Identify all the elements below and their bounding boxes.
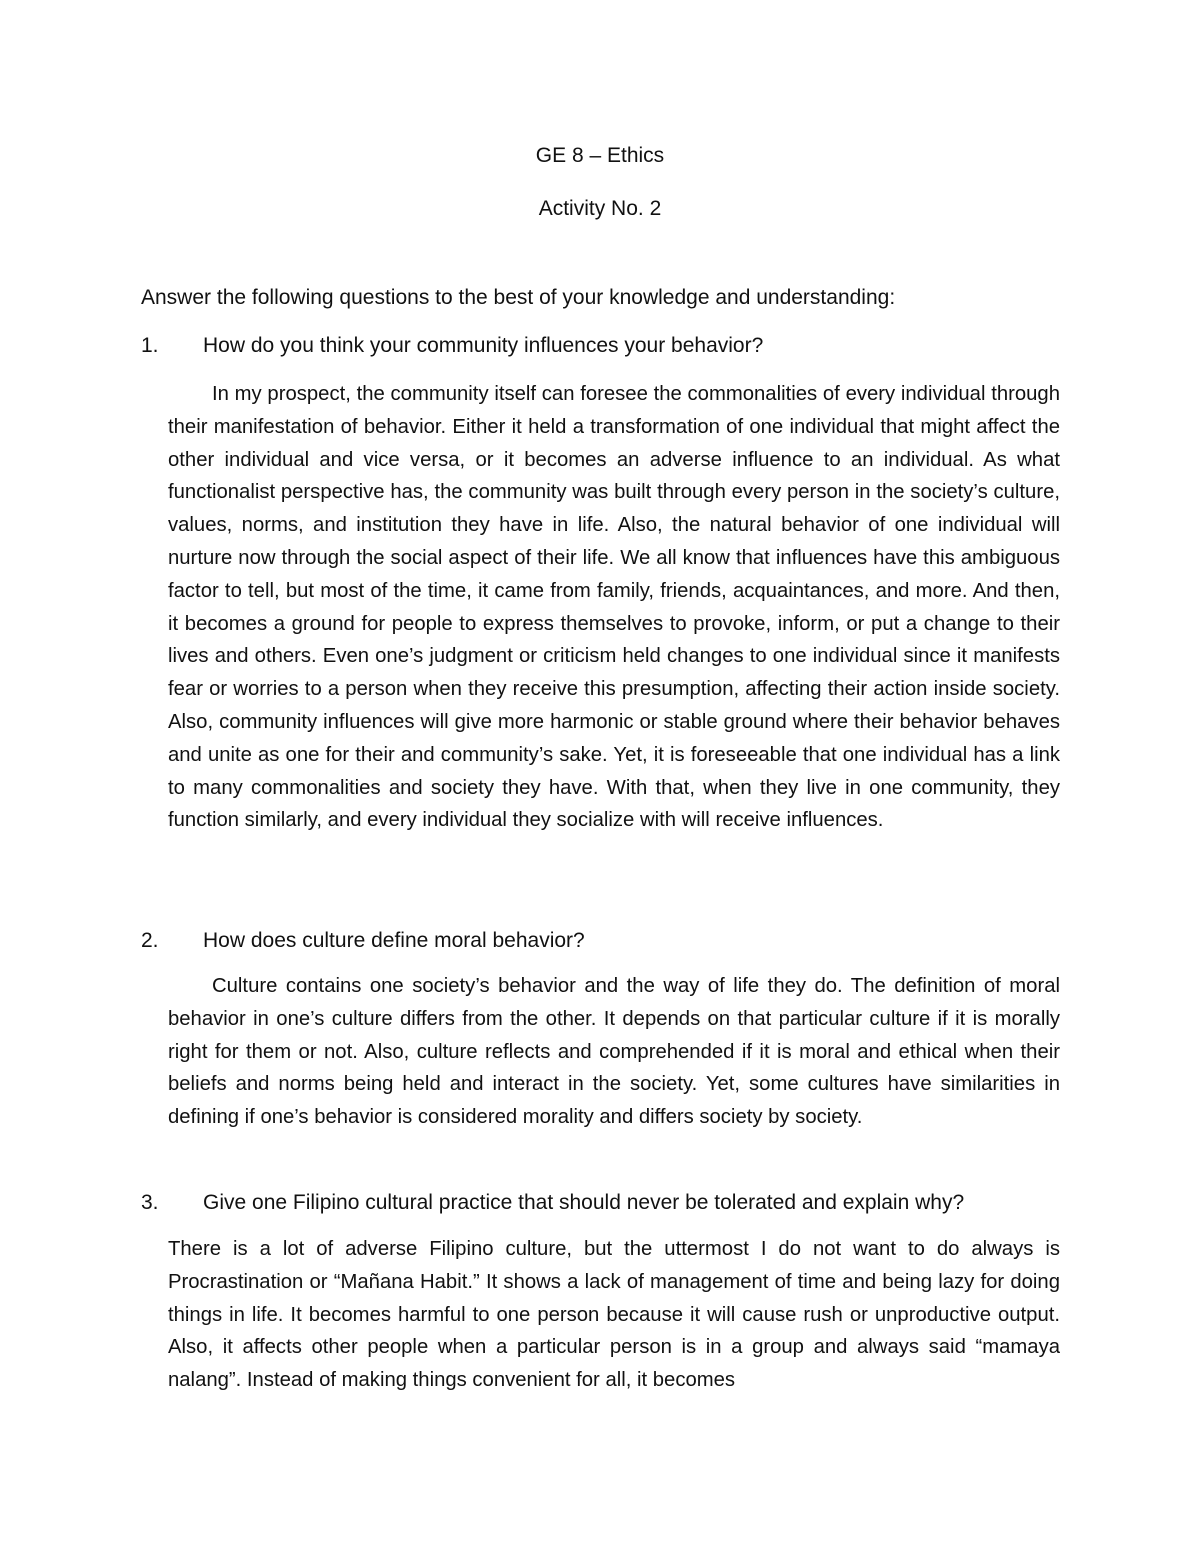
question-text: Give one Filipino cultural practice that should never be tolerated and explain why? <box>203 1191 965 1214</box>
question-text: How do you think your community influences your behavior? <box>203 334 764 357</box>
answer-3: There is a lot of adverse Filipino culture, but the uttermost I do not want to do always is Procrastination or “Mañana Habit.” It shows a lack of management of time and being lazy for doing things in life. It becomes harmful to one person because it will cause rush or unproductive output. Also, it affects other people when a particular person is in a group and always said “mamaya nalang”. Instead of making things convenient for all, it becomes <box>168 1238 1060 1392</box>
question-number: 1. <box>141 334 159 357</box>
answer-1: In my prospect, the community itself can foresee the commonalities of every individual through their manifestation of behavior. Either it held a transformation of one individual that might affect the other individual and vice versa, or it becomes an adverse influence to an individual. As what functionalist perspective has, the community was built through every person in the society’s culture, values, norms, and institution they have in life. Also, the natural behavior of one individual will nurture now through the social aspect of their life. We all know that influences have this ambiguous factor to tell, but most of the time, it came from family, friends, acquaintances, and more. And then, it becomes a ground for people to express themselves to provoke, inform, or put a change to their lives and others. Even one’s judgment or criticism held changes to one individual since it manifests fear or worries to a person when they receive this presumption, affecting their action inside society. Also, community influences will give more harmonic or stable ground where their behavior behaves and unite as one for their and community’s sake. Yet, it is foreseeable that one individual has a link to many commonalities and society they have. With that, when they live in one community, they function similarly, and every individual they socialize with will receive influences. <box>168 383 1060 832</box>
course-title: GE 8 – Ethics <box>535 144 665 167</box>
instruction-text: Answer the following questions to the best of your knowledge and understanding: <box>141 286 896 309</box>
answer-2: Culture contains one society’s behavior and the way of life they do. The definition of moral behavior in one’s culture differs from the other. It depends on that particular culture if it is morally right for them or not. Also, culture reflects and comprehended if it is moral and ethical when their beliefs and norms being held and interact in the society. Yet, some cultures have similarities in defining if one’s behavior is considered morality and differs society by society. <box>168 975 1060 1129</box>
question-2 <box>141 926 1061 956</box>
activity-title: Activity No. 2 <box>538 197 662 220</box>
question-text: How does culture define moral behavior? <box>203 929 585 952</box>
question-number: 3. <box>141 1191 159 1214</box>
question-number: 2. <box>141 929 159 952</box>
question-1 <box>141 331 1061 361</box>
question-3 <box>141 1188 1061 1218</box>
